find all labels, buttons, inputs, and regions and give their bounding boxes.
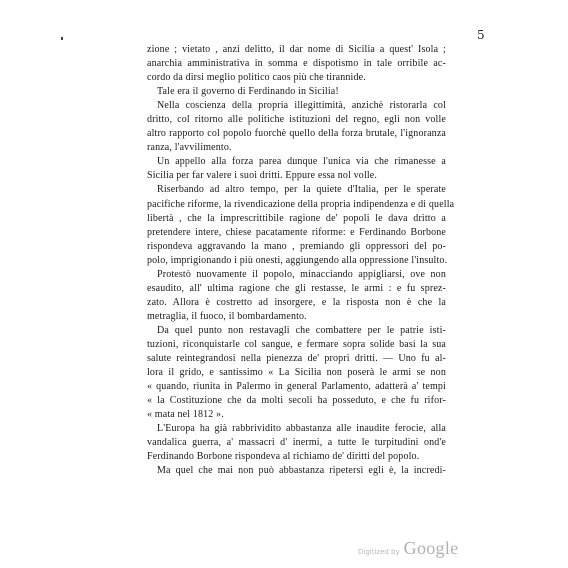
digitized-by-google-watermark	[358, 538, 458, 559]
text-line: Sicilia per far valere i suoi dritti. Eppure essa nol volle.	[147, 170, 378, 182]
text-line: Ma quel che mai non può abbastanza ripetersi egli è, la incredi-	[157, 465, 446, 477]
text-line: Riserbando ad altro tempo, per la quiete d'Italia, per le sperate	[157, 184, 446, 196]
text-line: zione ; vietato , anzi delitto, il dar nome di Sicilia a quest' Isola ;	[147, 44, 446, 55]
text-line: metraglia, il fuoco, il bombardamento.	[147, 310, 307, 322]
text-line: dritto, col ritorno alle politiche istituzioni del regno, egli non volle	[147, 114, 446, 126]
text-line: pacifiche riforme, la rivendicazione della propria indipendenza e di quella	[147, 198, 455, 210]
text-line: « quando, riunita in Palermo in general Parlamento, adatterà a' tempi	[147, 381, 446, 393]
margin-speck	[61, 37, 63, 40]
text-line: pretendere intere, chiese pacatamente riforme: e Ferdinando Borbone	[147, 226, 446, 238]
text-line: ranza, l'avvilimento.	[147, 142, 232, 154]
text-line: « mata nel 1812 ».	[147, 409, 224, 421]
watermark-prefix: Digitized by	[358, 548, 400, 556]
body-text	[147, 43, 455, 478]
text-line: altro rapporto col popolo fuorchè quello della forza brutale, l'ignoranza	[147, 128, 446, 140]
text-line: rispondeva aggravando la mano , premiando gli oppressori del po-	[147, 240, 446, 252]
text-line: tuzioni, riconquistarle col sangue, e fermare sopra solide basi la sua	[147, 338, 446, 350]
text-line: lora il grido, e santissimo « La Sicilia non poserà le armi se non	[147, 367, 446, 379]
page-number: 5	[477, 28, 485, 42]
text-line: libertà , che la imprescrittibile ragione de' popoli le dava dritto a	[147, 212, 446, 224]
text-line: Nella coscienza della propria illegittimità, anzichè ristorarla col	[157, 100, 446, 112]
text-line: Tale era il governo di Ferdinando in Sicilia!	[157, 86, 339, 98]
text-line: polo, imprigionando i più onesti, aggiungendo alla oppressione l'insulto.	[147, 254, 448, 266]
text-line: zato. Allora è costretto ad insorgere, e la risposta non è che la	[147, 296, 446, 308]
google-logo: Google	[403, 538, 459, 558]
text-line: L'Europa ha già rabbrividito abbastanza alle inaudite ferocie, alla	[157, 423, 446, 435]
text-line: cordo da dirsi meglio politico caos più che tirannide.	[147, 72, 366, 84]
text-line: « la Costituzione che da molti secoli ha posseduto, e che fu rifor-	[147, 395, 446, 407]
text-line: vandalica guerra, a' massacri d' inermi, a tutte le turpitudini ond'e	[147, 437, 446, 449]
text-line: Un appello alla forza parea dunque l'unica via che rimanesse a	[157, 156, 446, 168]
text-line: salute reintegrandosi nella pienezza de' propri dritti. — Uno fu al-	[147, 353, 446, 365]
text-line: Protestò nuovamente il popolo, minacciando appigliarsi, ove non	[157, 268, 446, 280]
text-line: Ferdinando Borbone rispondeva al richiamo de' diritti del popolo.	[147, 451, 420, 463]
text-line: Da quel punto non restavagli che combattere per le patrie isti-	[157, 324, 446, 336]
text-line: esaudito, all' ultima ragione che gli restasse, le armi : e fu sprez-	[147, 282, 446, 294]
text-line: anarchia amministrativa in somma e dispotismo in tale orribile ac-	[147, 58, 446, 70]
